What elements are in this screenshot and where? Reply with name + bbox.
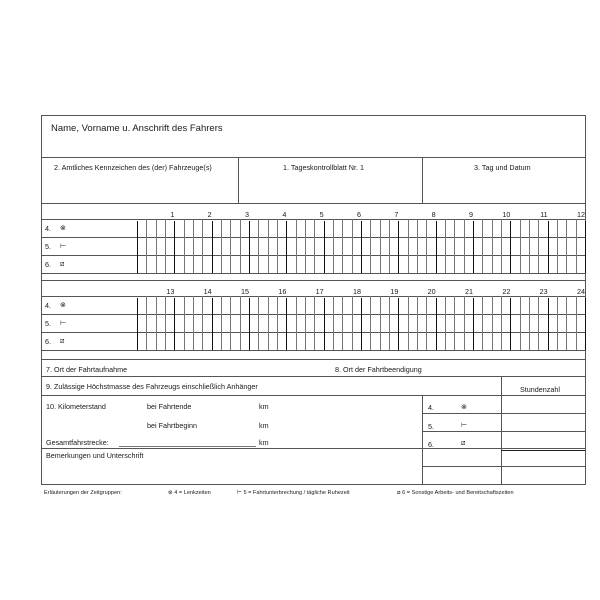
grid-tick-line (342, 219, 343, 273)
legend-item-6: ⧄ 6 = Sonstige Arbeits- und Bereitschaftszeiten (397, 490, 514, 496)
grid-tick-line (193, 296, 194, 350)
grid-tick-line (249, 298, 250, 350)
ort-aufnahme-label: 7. Ort der Fahrtaufnahme (46, 365, 128, 374)
ruhezeit-icon: ⊢ (60, 241, 67, 250)
hour-label: 7 (394, 210, 399, 219)
lenkzeit-icon: ⊗ (60, 223, 67, 232)
grid-tick-line (296, 296, 297, 350)
grid-tick-line (268, 219, 269, 273)
divider-masse (41, 395, 586, 396)
hour-label: 23 (539, 287, 548, 296)
grid-tick-line (417, 296, 418, 350)
grid-tick-line (482, 219, 483, 273)
arbeitszeit-icon: ⧄ (60, 336, 65, 345)
hour-label: 18 (353, 287, 361, 296)
kennzeichen-label: 2. Amtliches Kennzeichen des (der) Fahrzeuge(s) (54, 163, 212, 172)
grid-tick-line (202, 296, 203, 350)
hour-label: 6 (357, 210, 361, 219)
grid-tick-line (389, 219, 390, 273)
grid-tick-line (454, 296, 455, 350)
gesamtfahrstrecke-label: Gesamtfahrstrecke: (46, 438, 109, 447)
grid-tick-line (361, 298, 362, 350)
hour-label: 24 (577, 287, 585, 296)
grid-tick-line (221, 219, 222, 273)
divider-kilometer (41, 448, 422, 449)
grid-tick-line (408, 296, 409, 350)
ruhezeit-icon: ⊢ (237, 490, 242, 496)
grid-tick-line (464, 219, 465, 273)
divider-name (41, 157, 586, 158)
summary-row-5-label: 5. (428, 422, 434, 431)
grid-row-label: 4. (45, 224, 51, 233)
divider-summary-3 (422, 448, 585, 449)
grid-row-label: 6. (45, 337, 51, 346)
hour-label: 3 (245, 210, 249, 219)
hour-label: 5 (319, 210, 324, 219)
grid-tick-line (389, 296, 390, 350)
hour-label: 22 (502, 287, 511, 296)
hour-label: 10 (502, 210, 511, 219)
grid-tick-line (408, 219, 409, 273)
hour-label: 19 (390, 287, 399, 296)
divider-top-2 (422, 157, 423, 203)
grid-tick-line (333, 219, 334, 273)
frame-left (41, 115, 42, 484)
grid-tick-line (557, 219, 558, 273)
grid-tick-line (464, 296, 465, 350)
grid-tick-line (520, 219, 521, 273)
grid-tick-line (184, 296, 185, 350)
grid-tick-line (510, 298, 511, 350)
ruhezeit-icon: ⊢ (461, 420, 468, 429)
grid-tick-line (202, 219, 203, 273)
grid-tick-line (258, 296, 259, 350)
grid-tick-line (212, 298, 213, 350)
grid-tick-line (277, 296, 278, 350)
grid-tick-line (510, 221, 511, 273)
grid-tick-line (333, 296, 334, 350)
grid-tick-line (576, 219, 577, 273)
grid-tick-line (538, 219, 539, 273)
tageskontrollblatt-label: 1. Tageskontrollblatt Nr. 1 (283, 163, 364, 172)
gesamtfahrstrecke-underline (119, 446, 256, 447)
summary-total-line (501, 450, 585, 451)
grid-tick-line (548, 221, 549, 273)
grid-tick-line (436, 298, 437, 350)
hour-label: 21 (465, 287, 473, 296)
grid-tick-line (156, 296, 157, 350)
grid-tick-line (417, 219, 418, 273)
grid-tick-line (184, 219, 185, 273)
fahrtende-label: bei Fahrtende (147, 402, 192, 411)
tag-datum-label: 3. Tag und Datum (474, 163, 531, 172)
fahrtbeginn-label: bei Fahrtbeginn (147, 421, 197, 430)
grid-tick-line (454, 219, 455, 273)
grid-tick-line (146, 296, 147, 350)
hour-label: 9 (469, 210, 473, 219)
grid-tick-line (258, 219, 259, 273)
km-unit-3: km (259, 438, 269, 447)
divider-summary-2 (422, 431, 585, 432)
hour-label: 11 (540, 210, 548, 219)
grid-tick-line (165, 219, 166, 273)
arbeitszeit-icon: ⧄ (397, 490, 401, 496)
hour-label: 15 (241, 287, 249, 296)
hour-label: 1 (170, 210, 175, 219)
driver-name-label: Name, Vorname u. Anschrift des Fahrers (51, 123, 223, 134)
hour-label: 8 (431, 210, 436, 219)
legend-item-4: ⊗ 4 = Lenkzeiten (168, 490, 211, 496)
grid-tick-line (268, 296, 269, 350)
grid-tick-line (146, 219, 147, 273)
grid-row-label: 5. (45, 319, 51, 328)
divider-stundenzahl (501, 376, 502, 484)
grid-row-line (41, 350, 586, 351)
grid-tick-line (370, 296, 371, 350)
grid-tick-line (156, 219, 157, 273)
grid-tick-line (529, 219, 530, 273)
grid-tick-line (286, 298, 287, 350)
summary-row-6-label: 6. (428, 440, 434, 449)
grid-tick-line (380, 296, 381, 350)
divider-top-1 (238, 157, 239, 203)
summary-row-4-label: 4. (428, 403, 434, 412)
grid-tick-line (585, 298, 586, 350)
grid-tick-line (305, 296, 306, 350)
grid-tick-line (324, 221, 325, 273)
grid-tick-line (473, 221, 474, 273)
grid-tick-line (548, 298, 549, 350)
lenkzeit-icon: ⊗ (168, 490, 173, 496)
hour-label: 13 (166, 287, 175, 296)
grid-tick-line (324, 298, 325, 350)
km-unit-1: km (259, 402, 269, 411)
grid-tick-line (165, 296, 166, 350)
grid-tick-line (445, 219, 446, 273)
legend-item-5: ⊢ 5 = Fahrtunterbrechung / tägliche Ruhezeit (237, 490, 350, 496)
grid-tick-line (380, 219, 381, 273)
grid-tick-line (538, 296, 539, 350)
grid-tick-line (566, 296, 567, 350)
grid-tick-line (426, 296, 427, 350)
grid-tick-line (501, 219, 502, 273)
grid-tick-line (398, 298, 399, 350)
grid-row-label: 4. (45, 301, 51, 310)
grid-tick-line (314, 219, 315, 273)
grid-tick-line (492, 219, 493, 273)
grid-tick-line (137, 298, 138, 350)
frame-bottom (41, 484, 586, 485)
divider-top-fields (41, 203, 586, 204)
grid-tick-line (501, 296, 502, 350)
hour-label: 16 (278, 287, 287, 296)
grid-tick-line (174, 298, 175, 350)
hour-label: 2 (207, 210, 212, 219)
grid-tick-line (370, 219, 371, 273)
grid-tick-line (398, 221, 399, 273)
grid-tick-line (520, 296, 521, 350)
arbeitszeit-icon: ⧄ (461, 438, 466, 447)
grid-tick-line (445, 296, 446, 350)
grid-tick-line (557, 296, 558, 350)
grid-tick-line (361, 221, 362, 273)
grid-tick-line (221, 296, 222, 350)
grid-tick-line (426, 219, 427, 273)
grid-tick-line (314, 296, 315, 350)
grid-tick-line (436, 221, 437, 273)
grid-tick-line (277, 219, 278, 273)
km-unit-2: km (259, 421, 269, 430)
hour-label: 20 (427, 287, 436, 296)
grid-tick-line (174, 221, 175, 273)
grid-row-label: 6. (45, 260, 51, 269)
grid-tick-line (240, 219, 241, 273)
kilometerstand-label: 10. Kilometerstand (46, 402, 106, 411)
grid-tick-line (296, 219, 297, 273)
grid-tick-line (576, 296, 577, 350)
lenkzeit-icon: ⊗ (60, 300, 67, 309)
bemerkungen-label: Bemerkungen und Unterschrift (46, 451, 144, 460)
hour-label: 17 (315, 287, 324, 296)
arbeitszeit-icon: ⧄ (60, 259, 65, 268)
grid-tick-line (230, 296, 231, 350)
grid-tick-line (492, 296, 493, 350)
ruhezeit-icon: ⊢ (60, 318, 67, 327)
divider-orte (41, 376, 586, 377)
grid-tick-line (240, 296, 241, 350)
grid-tick-line (566, 219, 567, 273)
lenkzeit-icon: ⊗ (461, 402, 468, 411)
grid-tick-line (305, 219, 306, 273)
grid-tick-line (249, 221, 250, 273)
legend-intro: Erläuterungen der Zeitgruppen: (44, 490, 122, 496)
grid-tick-line (193, 219, 194, 273)
grid-tick-line (352, 296, 353, 350)
divider-summary-1 (422, 413, 585, 414)
divider-grid-1 (41, 280, 586, 281)
hoechstmasse-label: 9. Zulässige Höchstmasse des Fahrzeugs einschließlich Anhänger (46, 382, 258, 391)
hour-label: 4 (282, 210, 287, 219)
divider-summary-4 (422, 466, 585, 467)
grid-tick-line (482, 296, 483, 350)
divider-summary (422, 395, 423, 484)
frame-top (41, 115, 586, 116)
grid-row-label: 5. (45, 242, 51, 251)
grid-tick-line (342, 296, 343, 350)
stundenzahl-label: Stundenzahl (520, 385, 560, 394)
grid-tick-line (352, 219, 353, 273)
grid-tick-line (137, 221, 138, 273)
grid-tick-line (585, 221, 586, 273)
grid-tick-line (473, 298, 474, 350)
grid-tick-line (212, 221, 213, 273)
hour-label: 12 (577, 210, 585, 219)
ort-beendigung-label: 8. Ort der Fahrtbeendigung (335, 365, 422, 374)
divider-grid-2 (41, 359, 586, 360)
grid-tick-line (286, 221, 287, 273)
grid-tick-line (230, 219, 231, 273)
grid-row-line (41, 273, 586, 274)
grid-tick-line (529, 296, 530, 350)
hour-label: 14 (203, 287, 212, 296)
